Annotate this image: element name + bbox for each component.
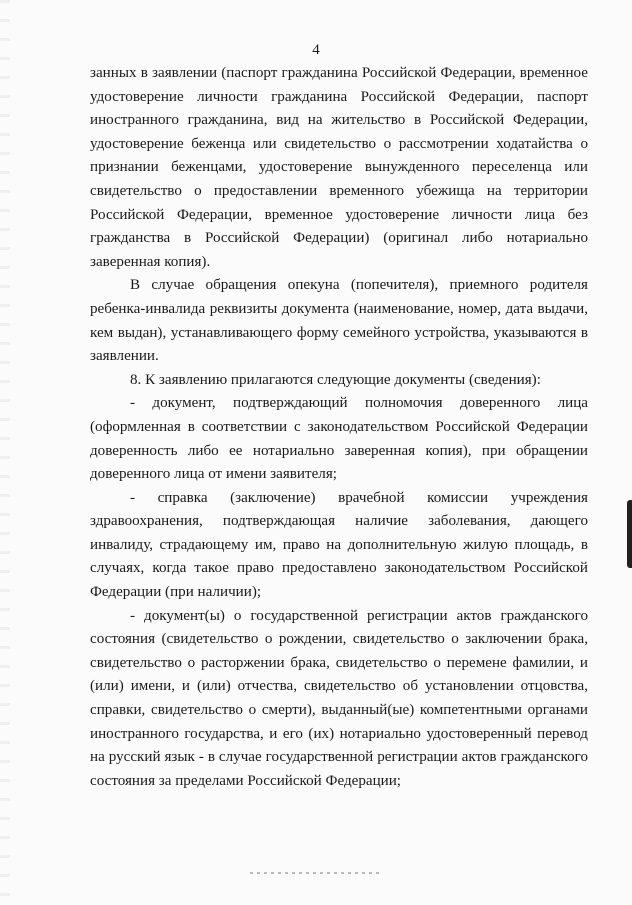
scan-artifact-bottom	[250, 872, 380, 874]
paragraph-guardian: В случае обращения опекуна (попечителя), приемного родителя ребенка-инвалида реквизиты документа (наименование, номер, дата выдачи, кем выдан), устанавливающего форму семейного устройства, указываются в заявлении.	[90, 277, 588, 365]
page-number: 4	[312, 42, 320, 58]
list-item-medical-certificate: - справка (заключение) врачебной комиссии учреждения здравоохранения, подтверждающая наличие заболевания, дающего инвалиду, страдающему им, право на дополнительную жилую площадь, в случаях, когда такое право предоставлено законодательством Российской Федерации (при наличии);	[90, 489, 588, 601]
scan-artifact-edge	[627, 500, 632, 568]
list-item-power-of-attorney: - документ, подтверждающий полномочия доверенного лица (оформленная в соответствии с законодательством Российской Федерации доверенность либо ее нотариально заверенная копия), при обращении доверенного лица от имени заявителя;	[90, 395, 588, 483]
scan-artifact-left	[0, 0, 10, 905]
paragraph-section-8: 8. К заявлению прилагаются следующие документы (сведения):	[130, 371, 541, 388]
paragraph-continuation: занных в заявлении (паспорт гражданина Российской Федерации, временное удостоверение личности гражданина Российской Федерации, паспорт иностранного гражданина, вид на жительство в Российской Федерации, удостоверение беженца или свидетельство о рассмотрении ходатайства о признании беженцами, удостоверение вынужденного переселенца или свидетельство о предоставлении временного убежища на территории Российской Федерации, временное удостоверение личности лица без гражданства в Российской Федерации) (оригинал либо нотариально заверенная копия).	[90, 65, 588, 270]
document-body	[90, 62, 588, 793]
list-item-civil-registration: - документ(ы) о государственной регистрации актов гражданского состояния (свидетельство о рождении, свидетельство о заключении брака, свидетельство о расторжении брака, свидетельство о перемене фамилии, и (или) имени, и (или) отчества, свидетельство об установлении отцовства, справки, свидетельство о смерти), выданный(ые) компетентными органами иностранного государства, и его (их) нотариально удостоверенный перевод на русский язык - в случае государственной регистрации актов гражданского состояния за пределами Российской Федерации;	[90, 607, 588, 789]
